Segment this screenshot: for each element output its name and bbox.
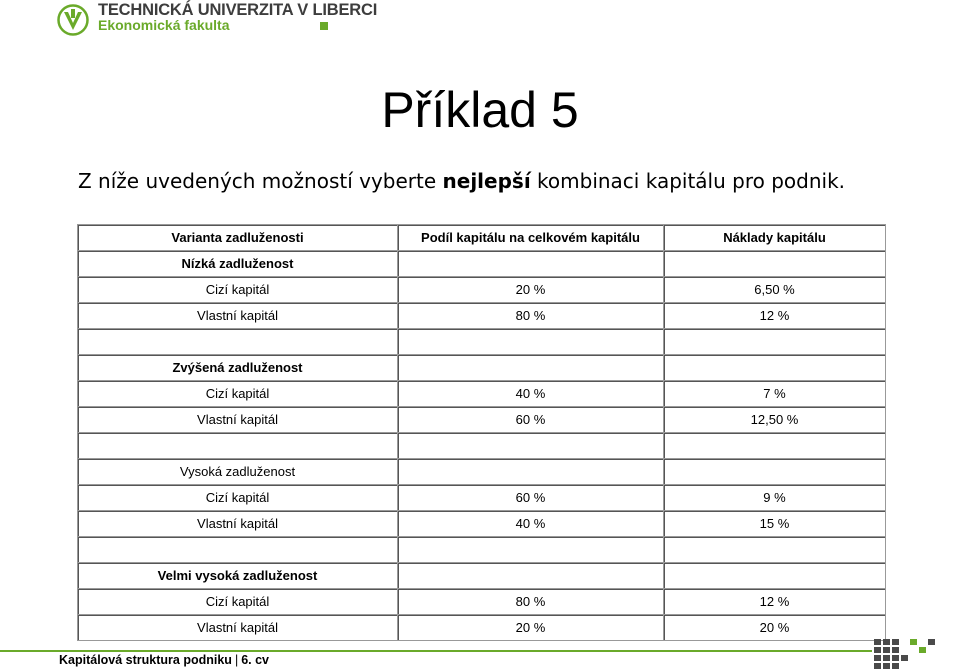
table-cell	[664, 355, 886, 381]
table-cell: Zvýšená zadluženost	[78, 355, 398, 381]
table-cell: 6,50 %	[664, 277, 886, 303]
table-cell: Vlastní kapitál	[78, 407, 398, 433]
table-cell: Velmi vysoká zadluženost	[78, 563, 398, 589]
table-cell	[664, 433, 886, 459]
table-cell: 60 %	[398, 485, 664, 511]
table-cell: 80 %	[398, 589, 664, 615]
table-cell: Cizí kapitál	[78, 485, 398, 511]
table-cell: 20 %	[664, 615, 886, 641]
faculty-name: Ekonomická fakulta	[98, 17, 230, 33]
table-cell	[664, 537, 886, 563]
table-cell	[398, 433, 664, 459]
university-logo-icon	[57, 4, 89, 36]
table-cell: Nízká zadluženost	[78, 251, 398, 277]
header-cell: Podíl kapitálu na celkovém kapitálu	[398, 225, 664, 251]
table-cell	[398, 537, 664, 563]
footer-caption	[59, 653, 269, 667]
table-row	[78, 511, 886, 537]
footer-course: Kapitálová struktura podniku	[59, 653, 232, 667]
footer-lesson: 6. cv	[241, 653, 270, 667]
table-cell: 12,50 %	[664, 407, 886, 433]
subtitle-text-after: kombinaci kapitálu pro podnik.	[530, 169, 846, 193]
table-row	[78, 381, 886, 407]
table-cell: Vlastní kapitál	[78, 511, 398, 537]
table-header-row	[78, 225, 886, 251]
table-cell	[398, 459, 664, 485]
brand-square	[320, 22, 328, 30]
table-cell: 60 %	[398, 407, 664, 433]
table-cell	[78, 433, 398, 459]
table-row	[78, 459, 886, 485]
table-cell: Vysoká zadluženost	[78, 459, 398, 485]
table-row	[78, 589, 886, 615]
table-row	[78, 615, 886, 641]
table-row	[78, 355, 886, 381]
table-cell: Cizí kapitál	[78, 277, 398, 303]
table-cell: 20 %	[398, 615, 664, 641]
table-cell: Cizí kapitál	[78, 589, 398, 615]
table-row	[78, 433, 886, 459]
table-cell: Cizí kapitál	[78, 381, 398, 407]
table-cell: Vlastní kapitál	[78, 615, 398, 641]
university-name: TECHNICKÁ UNIVERZITA V LIBERCI	[98, 1, 378, 19]
table-cell: 15 %	[664, 511, 886, 537]
table-cell	[78, 537, 398, 563]
table-row	[78, 303, 886, 329]
table-cell	[664, 563, 886, 589]
table-row	[78, 407, 886, 433]
subtitle-text-bold: nejlepší	[442, 169, 531, 193]
table-cell: 7 %	[664, 381, 886, 407]
slide-title: Příklad 5	[381, 82, 579, 138]
grid-pattern-icon	[866, 637, 960, 670]
table-cell: 12 %	[664, 589, 886, 615]
table-cell: 20 %	[398, 277, 664, 303]
table-cell	[398, 251, 664, 277]
header-cell: Náklady kapitálu	[664, 225, 886, 251]
capital-structure-table	[77, 224, 886, 641]
table-row	[78, 563, 886, 589]
table-row	[78, 251, 886, 277]
table-row	[78, 329, 886, 355]
table-cell: 9 %	[664, 485, 886, 511]
table-cell: 40 %	[398, 381, 664, 407]
table-cell	[664, 329, 886, 355]
table-cell: 12 %	[664, 303, 886, 329]
table-cell: Vlastní kapitál	[78, 303, 398, 329]
table-cell	[78, 329, 398, 355]
slide-subtitle	[78, 169, 845, 193]
subtitle-text-before: Z níže uvedených možností vyberte	[78, 169, 443, 193]
table-cell: 40 %	[398, 511, 664, 537]
table-cell	[398, 355, 664, 381]
table-cell: 80 %	[398, 303, 664, 329]
table-row	[78, 277, 886, 303]
table-row	[78, 537, 886, 563]
table-cell	[664, 459, 886, 485]
footer-divider	[0, 650, 872, 652]
header-cell: Varianta zadluženosti	[78, 225, 398, 251]
table-row	[78, 485, 886, 511]
table-cell	[398, 563, 664, 589]
table-cell	[398, 329, 664, 355]
table-cell	[664, 251, 886, 277]
footer-separator: |	[234, 653, 239, 667]
